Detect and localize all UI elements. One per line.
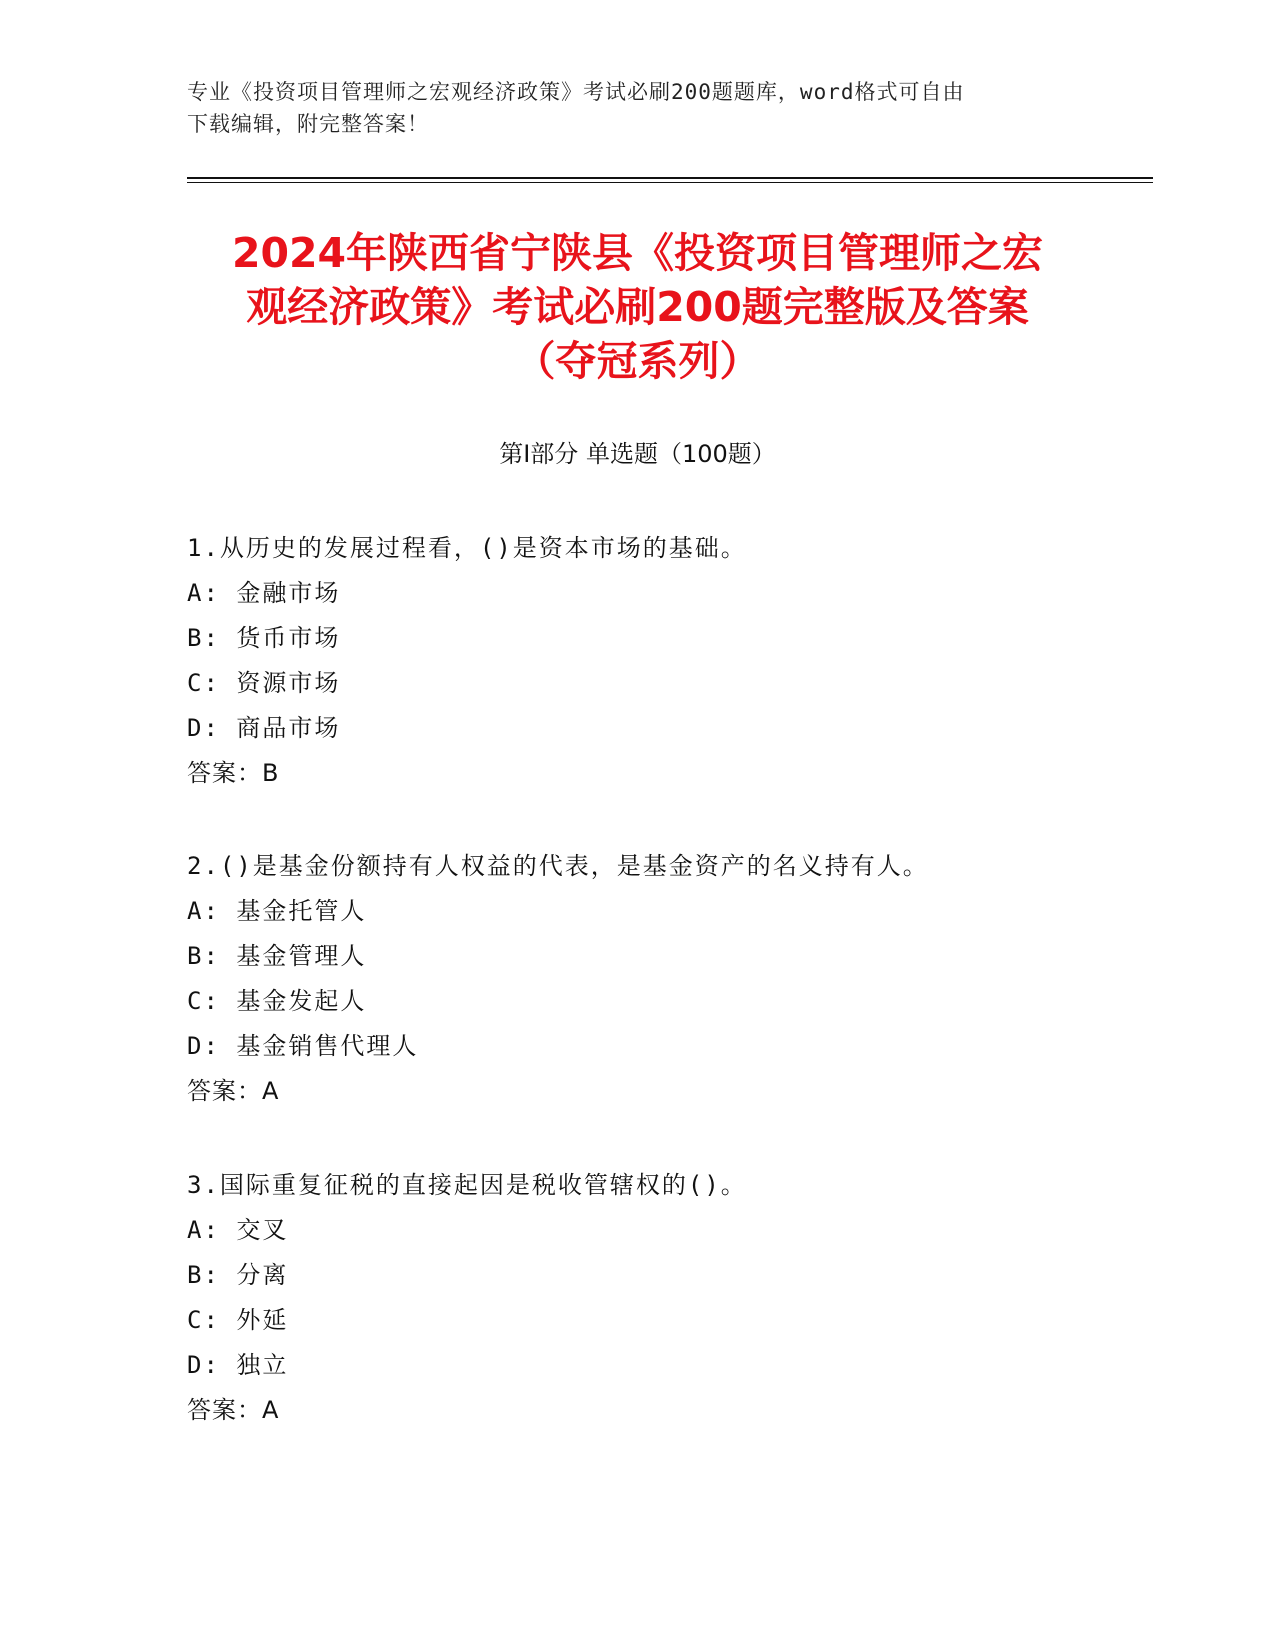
option-b: B: 分离 [187,1261,289,1289]
answer-line: 答案：A [187,1077,280,1105]
option-d: D: 商品市场 [187,714,341,742]
question-item [187,526,1187,796]
title-line-2: 观经济政策》考试必刷200题完整版及答案 [246,283,1029,331]
title-line-3: （夺冠系列） [514,337,761,385]
header-divider-thick [187,177,1153,179]
question-item [187,844,1187,1114]
option-b: B: 基金管理人 [187,942,367,970]
option-a: A: 基金托管人 [187,897,367,925]
document-title [160,226,1115,388]
question-stem: 1.从历史的发展过程看，()是资本市场的基础。 [187,534,747,562]
option-c: C: 外延 [187,1306,289,1334]
option-c: C: 基金发起人 [187,987,367,1015]
option-a: A: 交叉 [187,1216,289,1244]
title-line-1: 2024年陕西省宁陕县《投资项目管理师之宏 [231,229,1044,277]
answer-line: 答案：B [187,759,280,787]
header-note-line-2: 下载编辑，附完整答案！ [187,112,429,136]
section-heading: 第I部分 单选题（100题） [499,440,776,468]
option-a: A: 金融市场 [187,579,341,607]
question-stem: 2.()是基金份额持有人权益的代表，是基金资产的名义持有人。 [187,852,929,880]
header-divider-thin [187,182,1153,183]
header-note [187,76,1087,140]
answer-line: 答案：A [187,1396,280,1424]
question-stem: 3.国际重复征税的直接起因是税收管辖权的()。 [187,1171,747,1199]
question-item [187,1163,1187,1433]
header-note-line-1: 专业《投资项目管理师之宏观经济政策》考试必刷200题题库，word格式可自由 [187,80,965,104]
option-b: B: 货币市场 [187,624,341,652]
option-d: D: 独立 [187,1351,289,1379]
option-d: D: 基金销售代理人 [187,1032,419,1060]
option-c: C: 资源市场 [187,669,341,697]
